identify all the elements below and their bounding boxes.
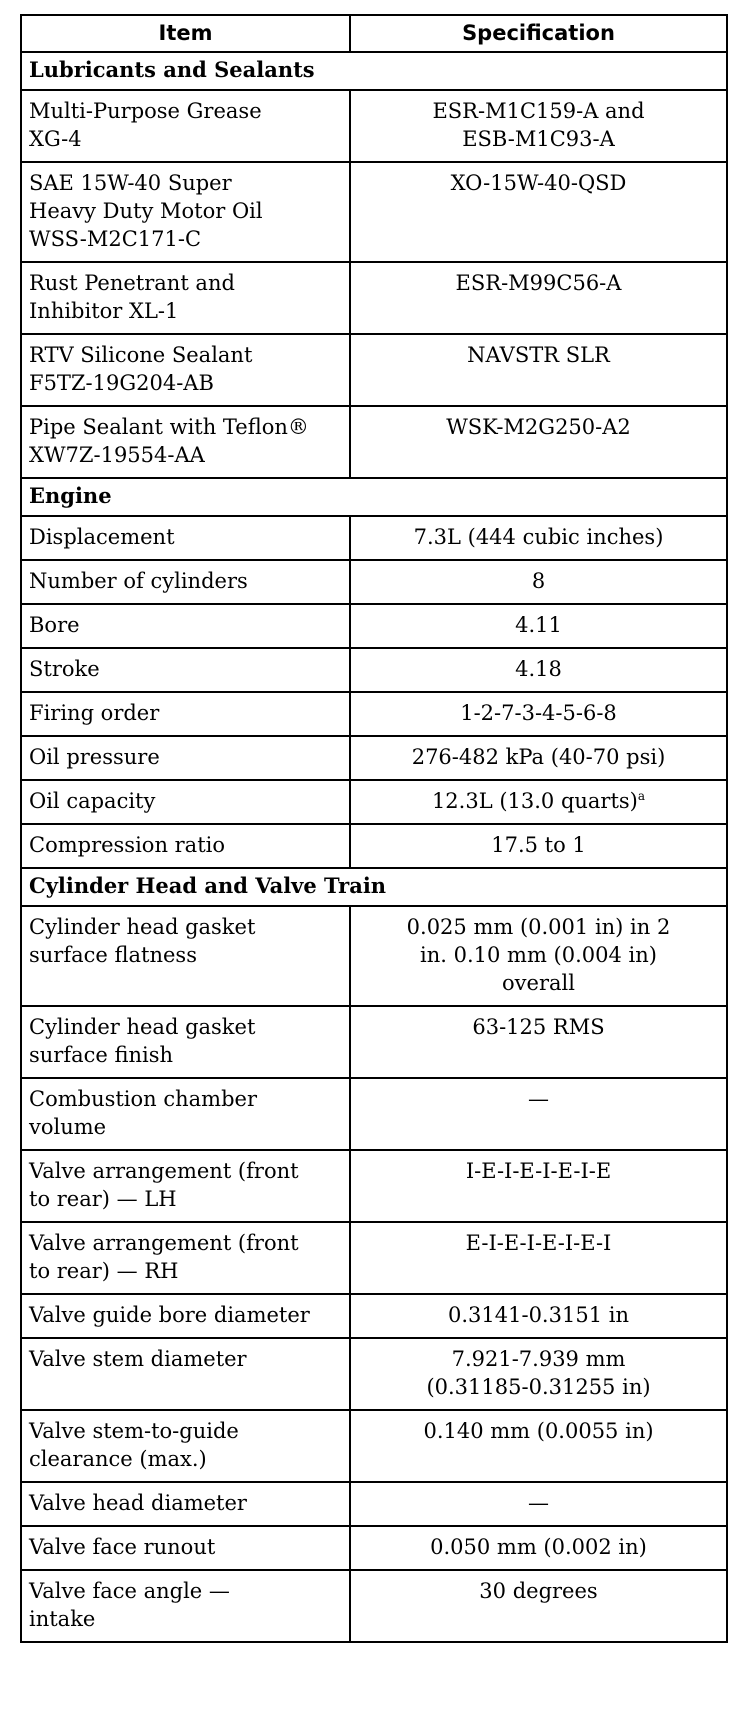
spec-cell [350, 1078, 727, 1150]
spec-cell [350, 1410, 727, 1482]
spec-cell [350, 560, 727, 604]
spec-value: XO-15W-40-QSD [450, 171, 627, 195]
table-row [21, 1294, 727, 1338]
item-cell: Number of cylinders [21, 560, 350, 604]
item-cell: Pipe Sealant with Teflon® XW7Z-19554-AA [21, 406, 350, 478]
item-cell: Valve stem-to-guide clearance (max.) [21, 1410, 350, 1482]
item-cell: Oil pressure [21, 736, 350, 780]
spec-cell [350, 906, 727, 1006]
spec-cell [350, 1570, 727, 1642]
spec-cell [350, 162, 727, 262]
item-cell: Valve face runout [21, 1526, 350, 1570]
spec-value: 0.025 mm (0.001 in) in 2 in. 0.10 mm (0.004 in) overall [406, 915, 671, 995]
table-row [21, 1078, 727, 1150]
spec-value: 30 degrees [479, 1579, 598, 1603]
table-row [21, 692, 727, 736]
spec-value: 63-125 RMS [472, 1015, 605, 1039]
spec-cell [350, 1222, 727, 1294]
spec-cell [350, 1338, 727, 1410]
spec-value: 0.140 mm (0.0055 in) [423, 1419, 654, 1443]
spec-cell [350, 1294, 727, 1338]
spec-value: WSK-M2G250-A2 [446, 415, 631, 439]
spec-value: 7.921-7.939 mm (0.31185-0.31255 in) [426, 1347, 651, 1399]
item-cell: SAE 15W-40 Super Heavy Duty Motor Oil WSS-M2C171-C [21, 162, 350, 262]
section-row [21, 868, 727, 906]
spec-value: 8 [531, 569, 546, 593]
table-row [21, 406, 727, 478]
table-row [21, 90, 727, 162]
spec-value: 12.3L (13.0 quarts) [431, 789, 638, 813]
table-row [21, 1526, 727, 1570]
table-row [21, 780, 727, 824]
spec-value: NAVSTR SLR [467, 343, 610, 367]
spec-value: — [528, 1491, 549, 1515]
spec-cell [350, 334, 727, 406]
spec-value: 1-2-7-3-4-5-6-8 [460, 701, 617, 725]
item-cell: Valve arrangement (front to rear) — RH [21, 1222, 350, 1294]
item-cell: Valve arrangement (front to rear) — LH [21, 1150, 350, 1222]
spec-value: I-E-I-E-I-E-I-E [465, 1159, 612, 1183]
table-row [21, 1006, 727, 1078]
table-row [21, 1570, 727, 1642]
spec-cell [350, 90, 727, 162]
item-cell: Oil capacity [21, 780, 350, 824]
spec-cell [350, 1482, 727, 1526]
spec-cell [350, 1006, 727, 1078]
spec-value: 0.3141-0.3151 in [448, 1303, 629, 1327]
spec-value: 17.5 to 1 [491, 833, 586, 857]
table-row [21, 824, 727, 868]
item-cell: Displacement [21, 516, 350, 560]
table-row [21, 1482, 727, 1526]
header-row [21, 15, 727, 52]
section-row [21, 52, 727, 90]
spec-cell [350, 736, 727, 780]
spec-cell [350, 1526, 727, 1570]
item-cell: Valve face angle — intake [21, 1570, 350, 1642]
item-cell: Firing order [21, 692, 350, 736]
section-title: Engine [21, 478, 727, 516]
spec-cell [350, 780, 727, 824]
item-cell: Stroke [21, 648, 350, 692]
spec-value: — [528, 1087, 549, 1111]
item-cell: Cylinder head gasket surface flatness [21, 906, 350, 1006]
table-row [21, 604, 727, 648]
item-cell: Compression ratio [21, 824, 350, 868]
spec-cell [350, 824, 727, 868]
spec-value: 0.050 mm (0.002 in) [430, 1535, 647, 1559]
section-row [21, 478, 727, 516]
specifications-table [20, 14, 728, 1643]
table-row [21, 648, 727, 692]
item-column-header: Item [21, 15, 350, 52]
spec-value: ESR-M99C56-A [455, 271, 622, 295]
spec-cell [350, 1150, 727, 1222]
table-row [21, 334, 727, 406]
spec-cell [350, 516, 727, 560]
spec-cell [350, 692, 727, 736]
spec-value: ESR-M1C159-A and ESB-M1C93-A [432, 99, 645, 151]
table-row [21, 1338, 727, 1410]
table-row [21, 162, 727, 262]
item-cell: Combustion chamber volume [21, 1078, 350, 1150]
table-row [21, 736, 727, 780]
spec-value: 4.11 [515, 613, 562, 637]
spec-value: 4.18 [515, 657, 562, 681]
section-title: Lubricants and Sealants [21, 52, 727, 90]
item-cell: Valve stem diameter [21, 1338, 350, 1410]
section-title: Cylinder Head and Valve Train [21, 868, 727, 906]
spec-value: 276-482 kPa (40-70 psi) [411, 745, 666, 769]
table-row [21, 262, 727, 334]
item-cell: Bore [21, 604, 350, 648]
spec-cell [350, 406, 727, 478]
item-cell: Cylinder head gasket surface finish [21, 1006, 350, 1078]
specification-column-header: Specification [350, 15, 727, 52]
spec-value: 7.3L (444 cubic inches) [413, 525, 664, 549]
item-cell: Multi-Purpose Grease XG-4 [21, 90, 350, 162]
item-cell: Rust Penetrant and Inhibitor XL-1 [21, 262, 350, 334]
spec-cell [350, 648, 727, 692]
item-cell: RTV Silicone Sealant F5TZ-19G204-AB [21, 334, 350, 406]
item-cell: Valve guide bore diameter [21, 1294, 350, 1338]
table-row [21, 1150, 727, 1222]
spec-cell [350, 604, 727, 648]
table-row [21, 1410, 727, 1482]
table-row [21, 1222, 727, 1294]
table-row [21, 516, 727, 560]
table-header [21, 15, 727, 52]
table-row [21, 560, 727, 604]
spec-value: E-I-E-I-E-I-E-I [465, 1231, 612, 1255]
table-row [21, 906, 727, 1006]
spec-cell [350, 262, 727, 334]
table-body [21, 52, 727, 1642]
item-cell: Valve head diameter [21, 1482, 350, 1526]
footnote-marker: a [637, 789, 646, 803]
